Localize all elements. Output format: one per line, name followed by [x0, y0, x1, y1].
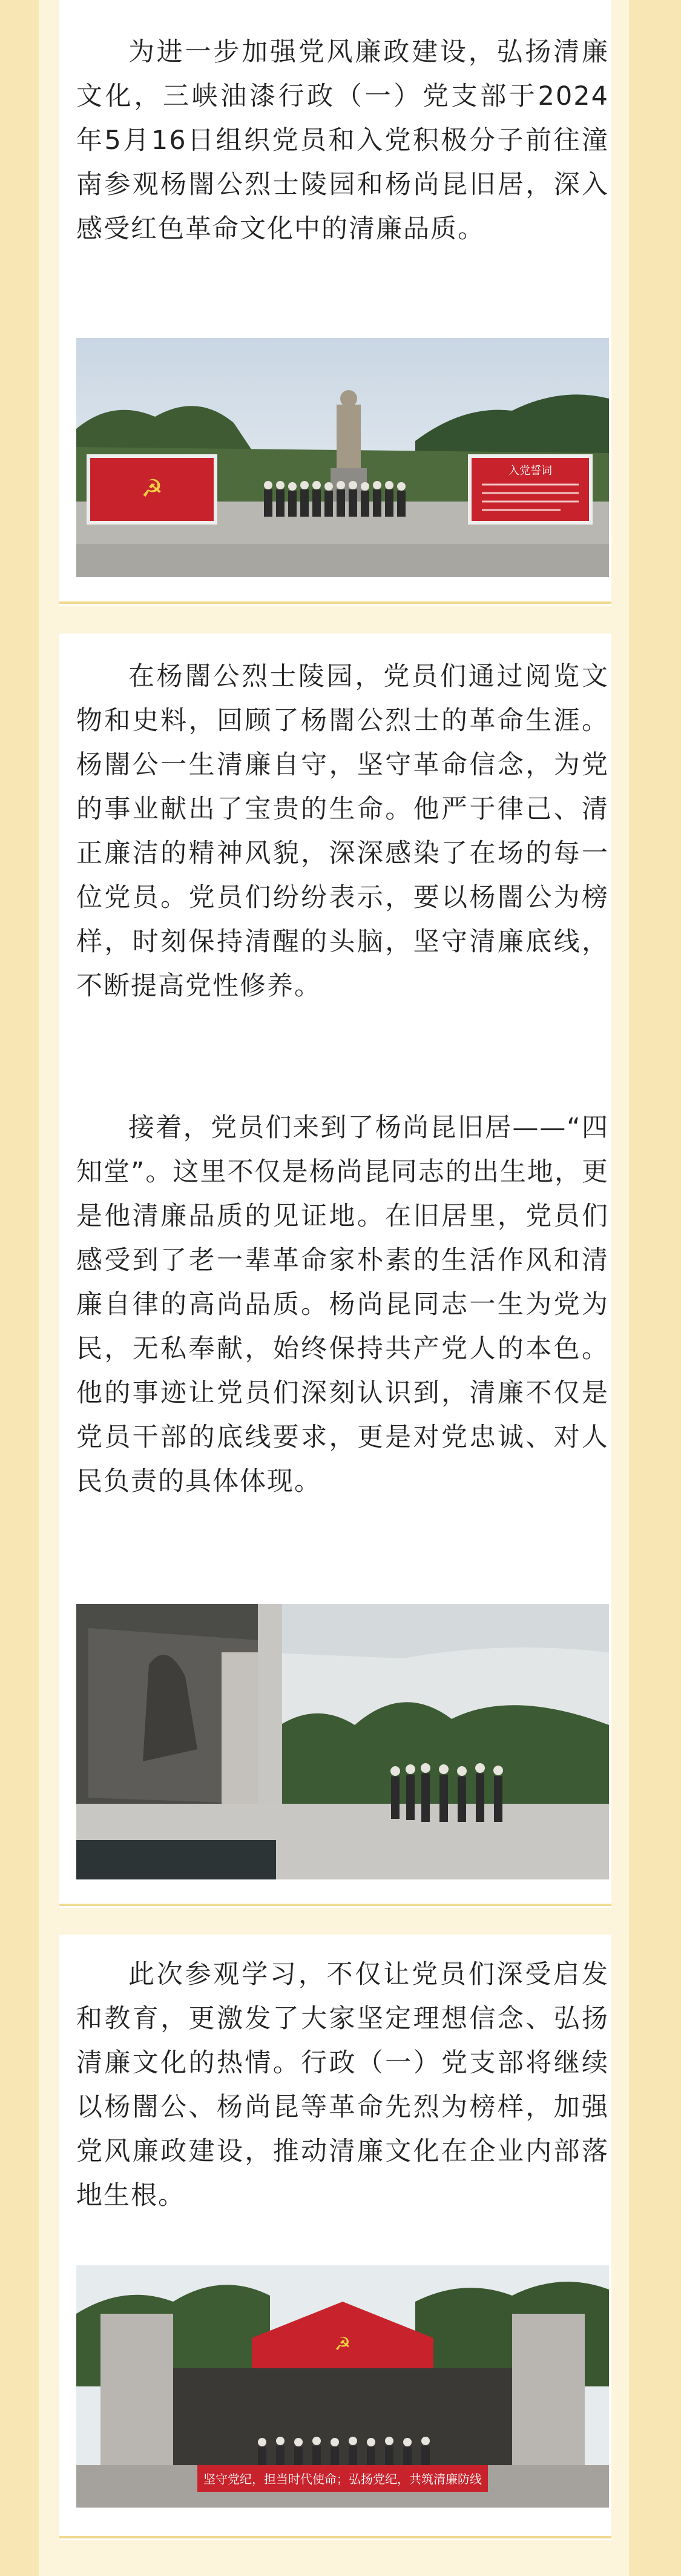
- card-divider: [59, 2536, 611, 2538]
- svg-text:☭: ☭: [334, 2334, 351, 2355]
- photo-group-with-banner: [76, 2265, 609, 2508]
- content-card-3: [59, 1935, 611, 2540]
- card-divider: [59, 1904, 611, 1906]
- relief-group-image: [76, 1604, 609, 1879]
- intro-paragraph: 为进一步加强党风廉政建设，弘扬清廉文化，三峡油漆行政（一）党支部于2024年5月16日组织党员和入党积极分子前往潼南参观杨闇公烈士陵园和杨尚昆旧居，深入感受红色革命文化中的清廉品质。: [76, 37, 609, 244]
- photo-memorial-group: [76, 338, 609, 577]
- content-card-1: [59, 0, 611, 606]
- banner-group-image: [76, 2265, 609, 2508]
- memorial-paragraph: 在杨闇公烈士陵园，党员们通过阅览文物和史料，回顾了杨闇公烈士的革命生涯。杨闇公一生清廉自守，坚守革命信念，为党的事业献出了宝贵的生命。他严于律己、清正廉洁的精神风貌，深深感染了在场的每一位党员。党员们纷纷表示，要以杨闇公为榜样，时刻保持清醒的头脑，坚守清廉底线，不断提高党性修养。: [76, 661, 609, 1001]
- svg-text:☭: ☭: [141, 475, 163, 503]
- banner-text: 坚守党纪，担当时代使命；弘扬党纪，共筑清廉防线: [203, 2472, 482, 2486]
- memorial-group-image: [76, 338, 609, 577]
- photo-group-at-relief: [76, 1604, 609, 1879]
- oath-board-title: 入党誓词: [508, 465, 552, 477]
- content-card-2: [59, 634, 611, 1908]
- card-divider: [59, 601, 611, 604]
- conclusion-paragraph: 此次参观学习，不仅让党员们深受启发和教育，更激发了大家坚定理想信念、弘扬清廉文化的热情。行政（一）党支部将继续以杨闇公、杨尚昆等革命先烈为榜样，加强党风廉政建设，推动清廉文化在企业内部落地生根。: [76, 1959, 609, 2211]
- former-residence-paragraph: 接着，党员们来到了杨尚昆旧居——“四知堂”。这里不仅是杨尚昆同志的出生地，更是他清廉品质的见证地。在旧居里，党员们感受到了老一辈革命家朴素的生活作风和清廉自律的高尚品质。杨尚昆同志一生为党为民，无私奉献，始终保持共产党人的本色。他的事迹让党员们深刻认识到，清廉不仅是党员干部的底线要求，更是对党忠诚、对人民负责的具体体现。: [76, 1113, 609, 1497]
